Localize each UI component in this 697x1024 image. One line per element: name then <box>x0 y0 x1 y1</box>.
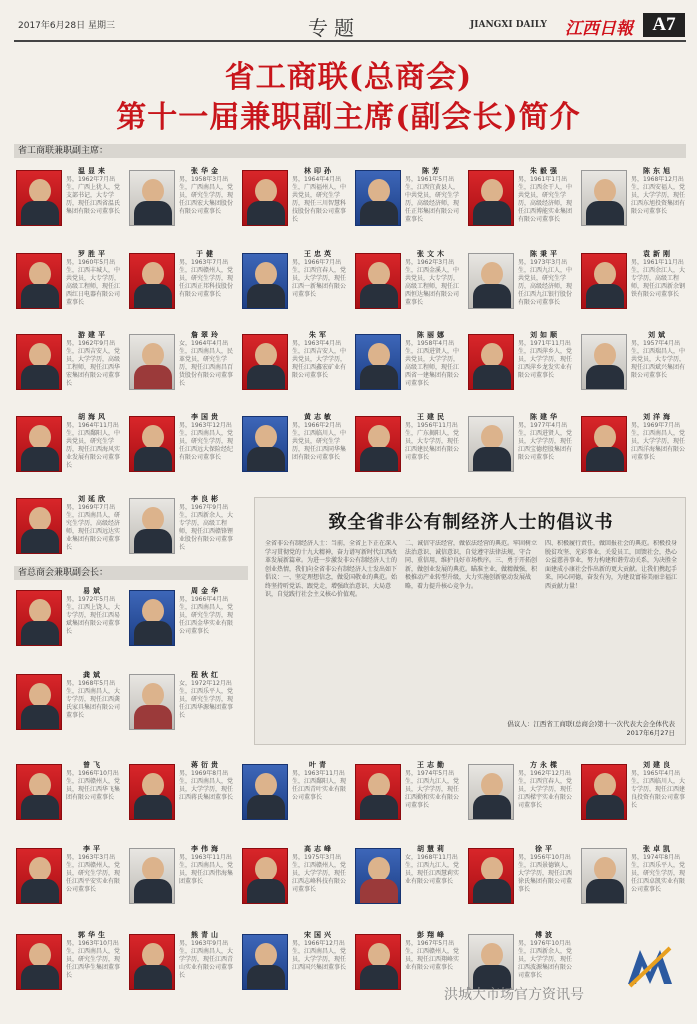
profile-name: 刘斌 <box>648 331 668 339</box>
portrait-photo <box>129 253 175 309</box>
portrait-photo <box>242 334 288 390</box>
watermark-text: 洪城大市场官方资讯号 <box>444 987 584 1003</box>
profile-card <box>240 928 348 1010</box>
profile-name: 林印孙 <box>304 167 334 175</box>
profile-bio: 男，1963年11月出生，江西南昌人，党员，现任江西伟海集团董事长 <box>179 854 233 885</box>
profile-name: 傅波 <box>535 931 555 939</box>
profile-name: 郭华生 <box>78 931 108 939</box>
proposal-date: 2017年6月27日 <box>626 729 675 737</box>
portrait-photo <box>16 416 62 472</box>
portrait-photo <box>355 170 401 226</box>
profile-card <box>14 758 122 840</box>
profile-name: 周金华 <box>191 587 221 595</box>
profile-bio: 男，1963年10月出生，江西南昌人，党员，研究生学历，现任江西华生集团董事长 <box>66 940 120 979</box>
portrait-photo <box>16 848 62 904</box>
profile-bio: 男，1966年2月出生，江西临川人，中共党员，研究生学历，现任江西同华集团有限公司董事长 <box>292 422 346 461</box>
profile-bio: 男，1956年10月出生，江西景德镇人，大学学历，现任江西徐氏集团有限公司董事长 <box>518 854 572 893</box>
profile-bio: 男，1964年4月出生，广西福州人，中共党员，研究生学历，现任三川智慧科技股份有限公司董事长 <box>292 176 346 223</box>
profile-bio: 男，1963年3月出生，江西赣州人，党员，研究生学历，现任江西平安实业有限公司董事长 <box>66 854 120 893</box>
profile-name: 李平 <box>83 845 103 853</box>
profile-name: 易斌 <box>83 587 103 595</box>
profile-card <box>127 668 235 750</box>
portrait-photo <box>16 498 62 554</box>
profile-card <box>579 164 687 246</box>
portrait-photo <box>355 848 401 904</box>
profile-card <box>127 842 235 924</box>
portrait-photo <box>242 416 288 472</box>
profile-card <box>353 328 461 410</box>
portrait-photo <box>355 253 401 309</box>
portrait-photo <box>16 674 62 730</box>
profile-bio: 男，1969年8月出生，江西南昌人，党员，大学学历，现任江西蒋氏集团董事长 <box>179 770 233 801</box>
profile-name: 黄志敏 <box>304 413 334 421</box>
page-header <box>0 0 697 44</box>
profile-card <box>466 247 574 329</box>
profile-card <box>127 584 235 666</box>
profile-name: 朱军 <box>309 331 329 339</box>
profile-bio: 女，1968年11月出生，江西九江人，党员，现任江西慧莉实业有限公司董事长 <box>405 854 459 885</box>
portrait-photo <box>581 416 627 472</box>
profile-card <box>353 410 461 492</box>
profile-bio: 男，1966年10月出生，江西赣州人，党员，现任江西华飞集团有限公司董事长 <box>66 770 120 801</box>
profile-bio: 男，1964年11月出生，江西鄱阳人，中共党员，研究生学历，现任江西海风实业发展有限公司董事长 <box>66 422 120 469</box>
section-vice-presidents: 省总商会兼职副会长： <box>14 566 248 580</box>
portrait-photo <box>468 764 514 820</box>
profile-bio: 男，1962年3月出生，江西金溪人，中共党员，大专学历，高级工程师，现任江西恒达集团有限公司董事长 <box>405 259 459 306</box>
profile-name: 李国贵 <box>191 413 221 421</box>
proposal-box <box>254 497 686 745</box>
headline-line1: 省工商联(总商会) <box>224 60 473 95</box>
profile-name: 叶青 <box>309 761 329 769</box>
profile-bio: 男，1962年7月出生，广西上犹人，党支部书记，大专学历，现任江西省温氏集团有限公司董事长 <box>66 176 120 215</box>
profile-bio: 男，1963年9月出生，江西南昌人，大学学历，现任江西青山实业有限公司董事长 <box>179 940 233 979</box>
paper-name-en: JIANGXI DAILY <box>470 20 547 30</box>
profile-card <box>579 410 687 492</box>
profile-name: 彭翔峰 <box>417 931 447 939</box>
profile-card <box>14 328 122 410</box>
profile-name: 胡慧莉 <box>417 845 447 853</box>
profile-name: 程秋红 <box>191 671 221 679</box>
profile-card <box>353 842 461 924</box>
profile-name: 龚斌 <box>83 671 103 679</box>
profile-bio: 男，1961年11月出生，江西余江人，大专学历，高级工程师，现任江西新余钢铁有限公司董事长 <box>631 259 685 298</box>
profile-name: 方永樑 <box>530 761 560 769</box>
profile-bio: 男，1963年4月出生，江西吉安人，中共党员，大学学历，现任江西鑫宏矿业有限公司董事长 <box>292 340 346 379</box>
portrait-photo <box>355 934 401 990</box>
portrait-photo <box>468 416 514 472</box>
portrait-photo <box>16 934 62 990</box>
profile-name: 张华金 <box>191 167 221 175</box>
profile-name: 陈丽娜 <box>417 331 447 339</box>
profile-bio: 男，1975年3月出生，江西赣州人，党员，大学学历，现任江西志峰科技有限公司董事长 <box>292 854 346 893</box>
profile-bio: 男，1967年9月出生，江西新余人，大专学历，高级工程师，现任江西赣锋锂业股份有限公司董事长 <box>179 504 233 551</box>
profile-bio: 男，1972年5月出生，江西上饶人，大专学历，现任江西易斌集团有限公司董事长 <box>66 596 120 635</box>
profile-name: 宋国兴 <box>304 931 334 939</box>
profile-bio: 男，1967年5月出生，江西赣州人，党员，现任江西翔峰实业有限公司董事长 <box>405 940 459 971</box>
portrait-photo <box>16 170 62 226</box>
portrait-photo <box>16 334 62 390</box>
profile-card <box>579 758 687 840</box>
portrait-photo <box>129 590 175 646</box>
profile-card <box>240 410 348 492</box>
profile-bio: 男，1977年4月出生，江西进贤人，党员，大学学历，现任江西宝德控股集团有限公司董事长 <box>518 422 572 461</box>
profile-name: 詹翠玲 <box>191 331 221 339</box>
watermark-logo-icon <box>624 944 676 988</box>
proposal-col-3: 四、积极履行责任，做回报社会的典范。积极投身脱贫攻坚、光彩事业，关爱员工，回馈社会，热心公益慈善事业，努力构建和谐劳动关系，为决胜全面建成小康社会作出新的更大贡献。让我们携起手来，同心同德，奋发有为，为建设富裕美丽幸福江西贡献力量！ <box>545 540 677 590</box>
profile-bio: 男，1966年12月出生，江西南昌人，党员，大学学历，现任江西国兴集团董事长 <box>292 940 346 971</box>
profile-card <box>127 328 235 410</box>
portrait-photo <box>468 253 514 309</box>
profile-name: 蒋衍贵 <box>191 761 221 769</box>
profile-bio: 男，1971年11月出生，江西萍乡人，党员，大学学历，现任江西萍乡龙发实业有限公司董事长 <box>518 340 572 379</box>
profile-name: 陈芳 <box>422 167 442 175</box>
profile-bio: 男，1963年12月出生，江西南昌人，党员，研究生学历，现任江西远大保险经纪有限公司董事长 <box>179 422 233 461</box>
profile-bio: 男，1962年12月出生，江西宜春人，党员，大学学历，现任江西樑宇实业有限公司董事长 <box>518 770 572 809</box>
profile-card <box>466 842 574 924</box>
profile-bio: 男，1976年10月出生，江西新余人，党员，大学学历，现任江西波源集团有限公司董事长 <box>518 940 572 979</box>
proposal-body <box>265 540 677 716</box>
proposal-signature <box>507 720 675 738</box>
portrait-photo <box>129 416 175 472</box>
profile-bio: 男，1957年4月出生，江西瑞昌人，中共党员，大专学历，现任江西斌兴集团有限公司董事长 <box>631 340 685 379</box>
profile-card <box>14 492 122 574</box>
portrait-photo <box>581 334 627 390</box>
profile-name: 张卓凯 <box>643 845 673 853</box>
profile-name: 于健 <box>196 250 216 258</box>
portrait-photo <box>355 334 401 390</box>
portrait-photo <box>242 764 288 820</box>
profile-name: 熊青山 <box>191 931 221 939</box>
portrait-photo <box>129 334 175 390</box>
profile-name: 王志勤 <box>417 761 447 769</box>
profile-card <box>353 164 461 246</box>
profile-card <box>240 758 348 840</box>
profile-card <box>14 668 122 750</box>
issue-date: 2017年6月28日 星期三 <box>18 21 115 31</box>
proposal-col-1: 全省非公有制经济人士：当前，全省上下正在深入学习贯彻党的十九大精神，奋力谱写新时代江西改革发展新篇章。为进一步激发非公有制经济人士的创业热情，我们向全省非公有制经济人士发出如下倡议：一、坚定理想信念，做爱国敬业的典范。始终坚持听党话、跟党走，增强政治意识、大局意识，自觉践行社会主义核心价值观。 <box>265 540 397 598</box>
profile-name: 陈秉平 <box>530 250 560 258</box>
portrait-photo <box>581 253 627 309</box>
profile-bio: 男，1974年5月出生，江西九江人，党员，大学学历，现任江西勤和实业有限公司董事长 <box>405 770 459 809</box>
profile-bio: 男，1956年11月出生，广东揭阳人，党员，大专学历，现任江西建民集团有限公司董事长 <box>405 422 459 461</box>
profile-bio: 男，1966年4月出生，江西南昌人，党员，研究生学历，现任江西金华实业有限公司董事长 <box>179 596 233 635</box>
profile-name: 曾飞 <box>83 761 103 769</box>
profile-card <box>466 164 574 246</box>
profile-card <box>466 328 574 410</box>
profile-card <box>14 164 122 246</box>
profile-card <box>240 164 348 246</box>
profile-card <box>14 584 122 666</box>
portrait-photo <box>129 764 175 820</box>
profile-card <box>127 164 235 246</box>
portrait-photo <box>16 764 62 820</box>
portrait-photo <box>129 170 175 226</box>
profile-bio: 男，1961年5月出生，江西宜黄县人，中共党员，研究生学历，高级经济师，现任正邦集团有限公司董事长 <box>405 176 459 223</box>
portrait-photo <box>129 934 175 990</box>
profile-bio: 女，1964年4月出生，江西南昌人，民革党员，研究生学历，现任江西南昌百货股份有限公司董事长 <box>179 340 233 387</box>
profile-name: 刘洋海 <box>643 413 673 421</box>
profile-card <box>127 758 235 840</box>
page-number: A7 <box>643 13 685 37</box>
profile-name: 李伟海 <box>191 845 221 853</box>
profile-name: 陈东旭 <box>643 167 673 175</box>
profile-bio: 男，1973年3月出生，江西九江人，中共党员，研究生学历，高级经济师，现任江西九江银行股份有限公司董事长 <box>518 259 572 306</box>
profile-card <box>127 492 235 574</box>
profile-name: 温显来 <box>78 167 108 175</box>
portrait-photo <box>242 848 288 904</box>
profile-card <box>127 928 235 1010</box>
profile-name: 高志峰 <box>304 845 334 853</box>
profile-bio: 男，1963年11月出生，江西鄱阳人，现任江西青叶实业有限公司董事长 <box>292 770 346 801</box>
headline-line2: 第十一届兼职副主席(副会长)简介 <box>116 100 581 135</box>
profile-card <box>14 247 122 329</box>
profile-name: 胡海风 <box>78 413 108 421</box>
portrait-photo <box>242 934 288 990</box>
profile-bio: 男，1961年1月出生，江西余干人，中共党员，研究生学历，高级经济师，现任江西博能实业集团有限公司董事长 <box>518 176 572 223</box>
portrait-photo <box>242 253 288 309</box>
profile-name: 罗胜平 <box>78 250 108 258</box>
profile-bio: 男，1974年8月出生，江西乐平人，党员，研究生学历，现任江西卓凯实业有限公司董事长 <box>631 854 685 893</box>
profile-card <box>579 328 687 410</box>
portrait-photo <box>468 170 514 226</box>
portrait-photo <box>581 764 627 820</box>
profile-bio: 男，1958年4月出生，江西进贤人，中共党员，大学学历，高级工程师，现任江西省一建集团有限公司董事长 <box>405 340 459 387</box>
portrait-photo <box>468 848 514 904</box>
profile-bio: 男，1960年5月出生，江西丰城人，中共党员，大专学历，高级工程师，现任江西红日电器有限公司董事长 <box>66 259 120 306</box>
profile-bio: 男，1962年9月出生，江西吉安人，党员，大学学历，高级工程师，现任江西华宏集团有限公司董事长 <box>66 340 120 387</box>
profile-card <box>127 410 235 492</box>
portrait-photo <box>129 848 175 904</box>
column-name: 专题 <box>308 16 360 40</box>
profile-card <box>127 247 235 329</box>
profile-bio: 男，1965年4月出生，江西临川人，大专学历，现任江西建良投资有限公司董事长 <box>631 770 685 809</box>
profile-name: 刘建良 <box>643 761 673 769</box>
portrait-photo <box>355 416 401 472</box>
portrait-photo <box>16 253 62 309</box>
portrait-photo <box>16 590 62 646</box>
profile-name: 游建平 <box>78 331 108 339</box>
profile-card <box>240 247 348 329</box>
profile-name: 刘如顺 <box>530 331 560 339</box>
proposal-title: 致全省非公有制经济人士的倡议书 <box>328 512 614 533</box>
profile-bio: 男，1969年7月出生，江西南昌人，研究生学历，高级经济师，现任江西远达实业集团有限公司董事长 <box>66 504 120 551</box>
portrait-photo <box>581 170 627 226</box>
profile-card <box>579 247 687 329</box>
profile-card <box>14 410 122 492</box>
profile-bio: 男，1966年7月出生，江西宜春人，党员，大学学历，现任江西一新集团有限公司董事长 <box>292 259 346 298</box>
profile-name: 朱毅强 <box>530 167 560 175</box>
profile-bio: 男，1968年12月出生，江西安福人，党员，大学学历，现任江西东旭投资集团有限公司董事长 <box>631 176 685 215</box>
profile-card <box>466 758 574 840</box>
profile-name: 徐平 <box>535 845 555 853</box>
profile-bio: 女，1972年12月出生，江西乐平人，党员，研究生学历，现任江西华源集团董事长 <box>179 680 233 719</box>
portrait-photo <box>468 934 514 990</box>
profile-name: 陈建华 <box>530 413 560 421</box>
portrait-photo <box>129 498 175 554</box>
profile-name: 袁新刚 <box>643 250 673 258</box>
proposal-col-2: 二、诚信守法经营，做依法经营的典范。牢固树立法治意识、诚信意识，自觉遵守法律法规，守合同、重信用，维护良好市场秩序。三、勇于开拓创新，做创业发展的典范。瞄准主业，做精做强，积极推动产业转型升级，大力实施创新驱动发展战略，着力提升核心竞争力。 <box>405 540 537 590</box>
profile-card <box>466 410 574 492</box>
profile-bio: 男，1968年5月出生，江西南昌人，大专学历，现任江西龚氏家具集团有限公司董事长 <box>66 680 120 719</box>
profile-bio: 男，1969年7月出生，江西南昌人，党员，大学学历，现任江西洋海集团有限公司董事长 <box>631 422 685 461</box>
profile-card <box>14 928 122 1010</box>
portrait-photo <box>355 764 401 820</box>
profile-card <box>579 842 687 924</box>
profile-bio: 男，1958年3月出生，广西南昌人，党员，研究生学历，现任江西宏大集团股份有限公司董事长 <box>179 176 233 215</box>
profile-name: 张文木 <box>417 250 447 258</box>
profile-card <box>240 842 348 924</box>
portrait-photo <box>129 674 175 730</box>
profile-name: 王忠英 <box>304 250 334 258</box>
paper-logo: 江西日報 <box>565 19 633 39</box>
profile-card <box>353 758 461 840</box>
profile-card <box>353 247 461 329</box>
section-vice-chairs: 省工商联兼职副主席： <box>14 144 686 158</box>
profile-bio: 男，1963年7月出生，江西赣州人，党员，研究生学历，现任江西正邦科技股份有限公司董事长 <box>179 259 233 298</box>
profile-name: 刘延欣 <box>78 495 108 503</box>
portrait-photo <box>242 170 288 226</box>
header-rule <box>14 40 686 42</box>
profile-card <box>14 842 122 924</box>
portrait-photo <box>468 334 514 390</box>
proposal-signer: 倡议人：江西省工商联(总商会)第十一次代表大会全体代表 <box>507 720 675 728</box>
profile-name: 王建民 <box>417 413 447 421</box>
profile-name: 李良彬 <box>191 495 221 503</box>
profile-card <box>240 328 348 410</box>
portrait-photo <box>581 848 627 904</box>
